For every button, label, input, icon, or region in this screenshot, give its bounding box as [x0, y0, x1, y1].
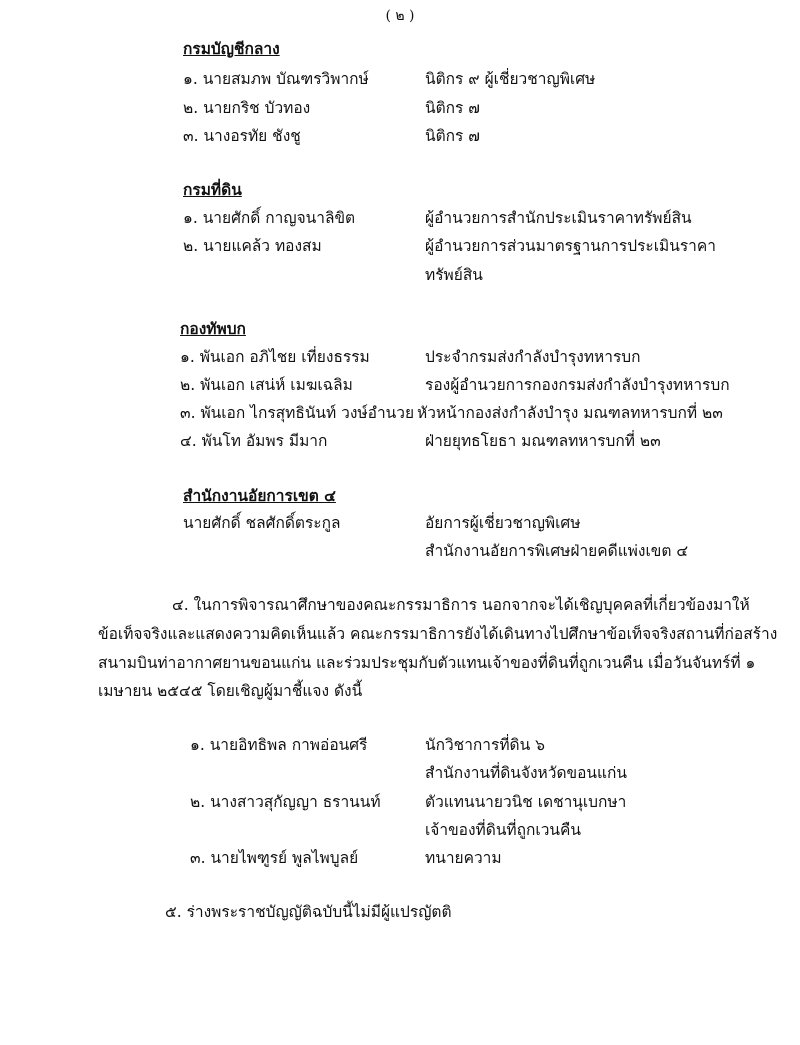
witness-role: นักวิชาการที่ดิน ๖: [425, 736, 545, 754]
paragraph-5: ๕. ร่างพระราชบัญญัติฉบับนี้ไม่มีผู้แปรญัตติ: [165, 903, 452, 921]
member-role: ฝ่ายยุทธโยธา มณฑลทหารบกที่ ๒๓: [425, 432, 661, 450]
member-name: ๒. นายแคล้ว ทองสม: [183, 237, 322, 255]
member-role: ผู้อำนวยการสำนักประเมินราคาทรัพย์สิน: [425, 209, 692, 227]
section-heading-ago: สำนักงานอัยการเขต ๔: [183, 486, 336, 505]
member-role: อัยการผู้เชี่ยวชาญพิเศษ: [425, 514, 581, 532]
page-number: ( ๒ ): [385, 8, 415, 24]
member-name: ๓. พันเอก ไกรสุทธินันท์ วงษ์อำนวย: [180, 404, 415, 422]
member-name: ๒. พันเอก เสน่ห์ เมฆเฉลิม: [180, 376, 353, 394]
member-name: ๑. นายสมภพ บัณฑรวิพากษ์: [183, 70, 369, 88]
paragraph-4-line: เมษายน ๒๕๔๕ โดยเชิญผู้มาชี้แจง ดังนี้: [98, 682, 363, 700]
section-heading-army: กองทัพบก: [180, 319, 246, 338]
member-role-cont: สำนักงานอัยการพิเศษฝ่ายคดีแพ่งเขต ๔: [425, 542, 689, 560]
paragraph-4-line: สนามบินท่าอากาศยานขอนแก่น และร่วมประชุมกับตัวแทนเจ้าของที่ดินที่ถูกเวนคืน เมื่อวันจันทร์ที่ ๑: [98, 654, 756, 672]
witness-role-cont: สำนักงานที่ดินจังหวัดขอนแก่น: [425, 764, 627, 782]
witness-name: ๓. นายไพฑูรย์ พูลไพบูลย์: [190, 849, 359, 867]
witness-role-cont: เจ้าของที่ดินที่ถูกเวนคืน: [425, 821, 581, 839]
member-name: ๑. พันเอก อภิไชย เที่ยงธรรม: [180, 348, 370, 366]
member-role: หัวหน้ากองส่งกำลังบำรุง มณฑลทหารบกที่ ๒๓: [417, 404, 723, 422]
witness-role: ทนายความ: [425, 849, 502, 867]
section-heading-cgd: กรมบัญชีกลาง: [183, 39, 280, 58]
member-name: ๑. นายศักดิ์ กาญจนาลิขิต: [183, 209, 356, 227]
member-name: ๔. พันโท อัมพร มีมาก: [180, 432, 328, 450]
member-role: รองผู้อำนวยการกองกรมส่งกำลังบำรุงทหารบก: [425, 376, 730, 394]
member-role: ผู้อำนวยการส่วนมาตรฐานการประเมินราคา: [425, 237, 716, 255]
member-name: ๓. นางอรทัย ชังชู: [183, 127, 301, 145]
member-role: นิติกร ๗: [425, 127, 480, 145]
witness-name: ๑. นายอิทธิพล กาพอ่อนศรี: [190, 736, 368, 754]
member-name: นายศักดิ์ ชลศักดิ์ตระกูล: [183, 514, 341, 532]
paragraph-4-line: ๔. ในการพิจารณาศึกษาของคณะกรรมาธิการ นอกจากจะได้เชิญบุคคลที่เกี่ยวข้องมาให้: [172, 596, 750, 614]
member-role: นิติกร ๗: [425, 99, 480, 117]
witness-name: ๒. นางสาวสุกัญญา ธรานนท์: [190, 793, 381, 811]
section-heading-dol: กรมที่ดิน: [183, 180, 242, 199]
witness-role: ตัวแทนนายวนิช เดชานุเบกษา: [425, 793, 627, 811]
member-role-cont: ทรัพย์สิน: [425, 266, 483, 284]
member-role: ประจำกรมส่งกำลังบำรุงทหารบก: [425, 348, 641, 366]
member-role: นิติกร ๙ ผู้เชี่ยวชาญพิเศษ: [425, 70, 596, 88]
member-name: ๒. นายกริช บัวทอง: [183, 99, 311, 117]
paragraph-4-line: ข้อเท็จจริงและแสดงความคิดเห็นแล้ว คณะกรรมาธิการยังได้เดินทางไปศึกษาข้อเท็จจริงสถานที่ก่อสร้าง: [98, 625, 778, 643]
